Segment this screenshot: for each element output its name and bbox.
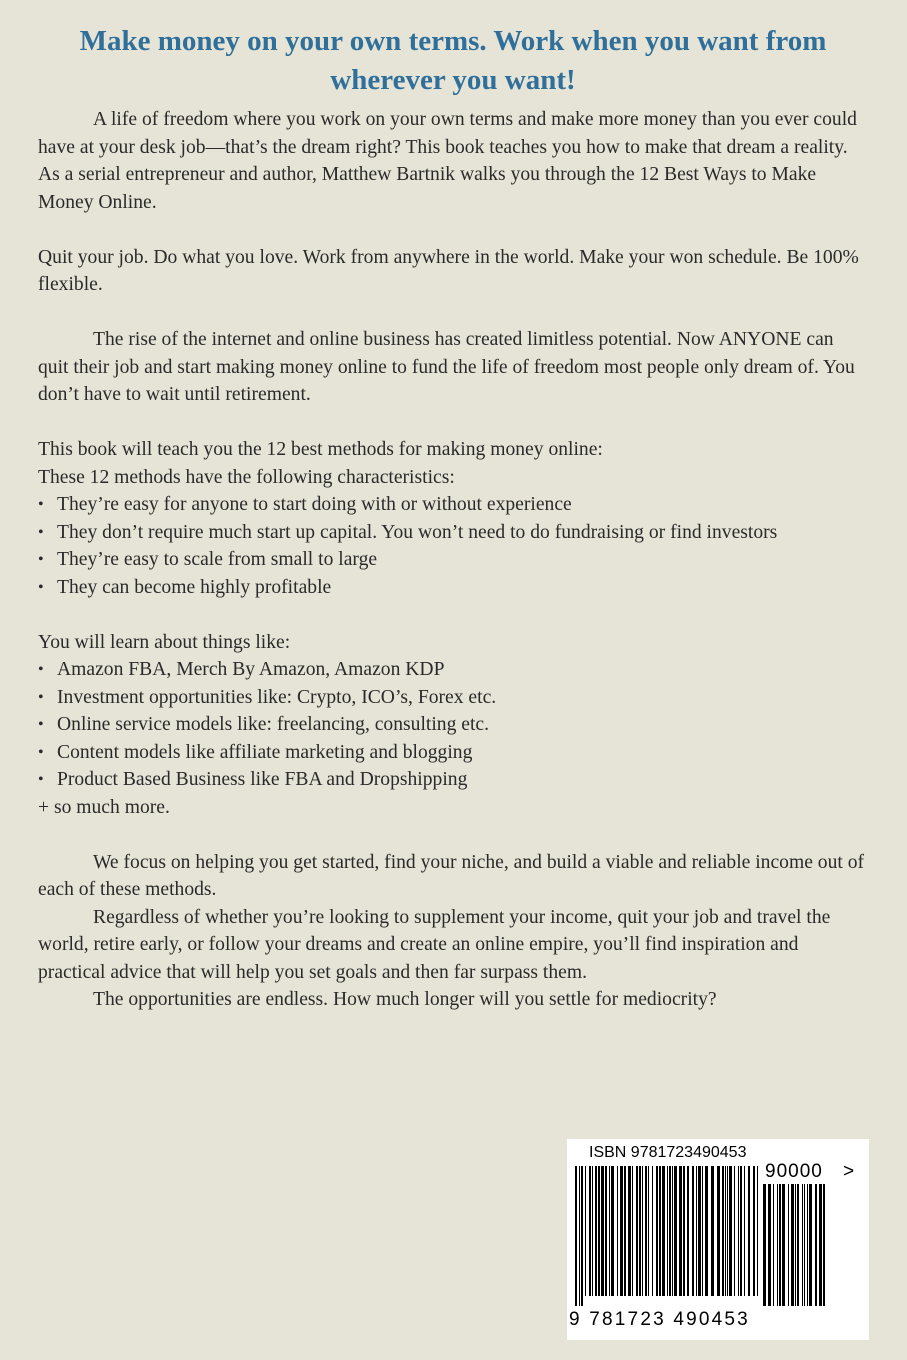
closing-paragraph-2: Regardless of whether you’re looking to supplement your income, quit your job and travel the world, retire early, or follow your dreams and create an online empire, you’ll find inspiration and practical advice that will help you set goals and then far surpass them. bbox=[38, 906, 831, 983]
list-item: • Content models like affiliate marketing and blogging bbox=[38, 739, 868, 767]
learn-more: + so much more. bbox=[38, 796, 170, 818]
price-arrow: > bbox=[843, 1161, 855, 1182]
price-code: 90000 bbox=[765, 1161, 823, 1182]
headline: Make money on your own terms. Work when you want from wherever you want! bbox=[79, 25, 827, 96]
closing-paragraph-3: The opportunities are endless. How much longer will you settle for mediocrity? bbox=[93, 989, 717, 1010]
list-item: • They don’t require much start up capital. You won’t need to do fundraising or find investors bbox=[38, 519, 868, 547]
addon-barcode-bars bbox=[763, 1184, 827, 1306]
list-item: • Amazon FBA, Merch By Amazon, Amazon KDP bbox=[38, 656, 868, 684]
closing-paragraph-1: We focus on helping you get started, find your niche, and build a viable and reliable income out of each of these methods. bbox=[38, 851, 865, 900]
back-cover-text bbox=[38, 18, 868, 1014]
learn-lead: You will learn about things like: bbox=[38, 631, 291, 653]
tagline-paragraph: Quit your job. Do what you love. Work from anywhere in the world. Make your won schedule. Be 100% flexible. bbox=[38, 246, 859, 295]
intro-paragraph: A life of freedom where you work on your own terms and make more money than you ever could have at your desk job—that’s the dream right? This book teaches you how to make that dream a reality. As a serial entrepreneur and author, Matthew Bartnik walks you through the 12 Best Ways to Make Money Online. bbox=[38, 109, 857, 213]
barcode-bars bbox=[575, 1166, 761, 1306]
isbn-barcode bbox=[567, 1139, 869, 1340]
list-item: • Online service models like: freelancing, consulting etc. bbox=[38, 711, 868, 739]
list-item: • Investment opportunities like: Crypto, ICO’s, Forex etc. bbox=[38, 684, 868, 712]
list-item: • They can become highly profitable bbox=[38, 574, 868, 602]
list-item: • They’re easy to scale from small to large bbox=[38, 546, 868, 574]
list-item: • Product Based Business like FBA and Dropshipping bbox=[38, 766, 868, 794]
isbn-digits: 9 781723 490453 bbox=[569, 1309, 750, 1330]
methods-lead-2: These 12 methods have the following characteristics: bbox=[38, 466, 455, 488]
isbn-label: ISBN 9781723490453 bbox=[589, 1144, 747, 1161]
list-item: • They’re easy for anyone to start doing with or without experience bbox=[38, 491, 868, 519]
methods-lead-1: This book will teach you the 12 best methods for making money online: bbox=[38, 439, 603, 460]
methods-list bbox=[38, 491, 868, 601]
learn-list bbox=[38, 656, 868, 794]
rise-paragraph: The rise of the internet and online business has created limitless potential. Now ANYONE can quit their job and start making money online to fund the life of freedom most people only dream of. You don’t have to wait until retirement. bbox=[38, 329, 855, 405]
